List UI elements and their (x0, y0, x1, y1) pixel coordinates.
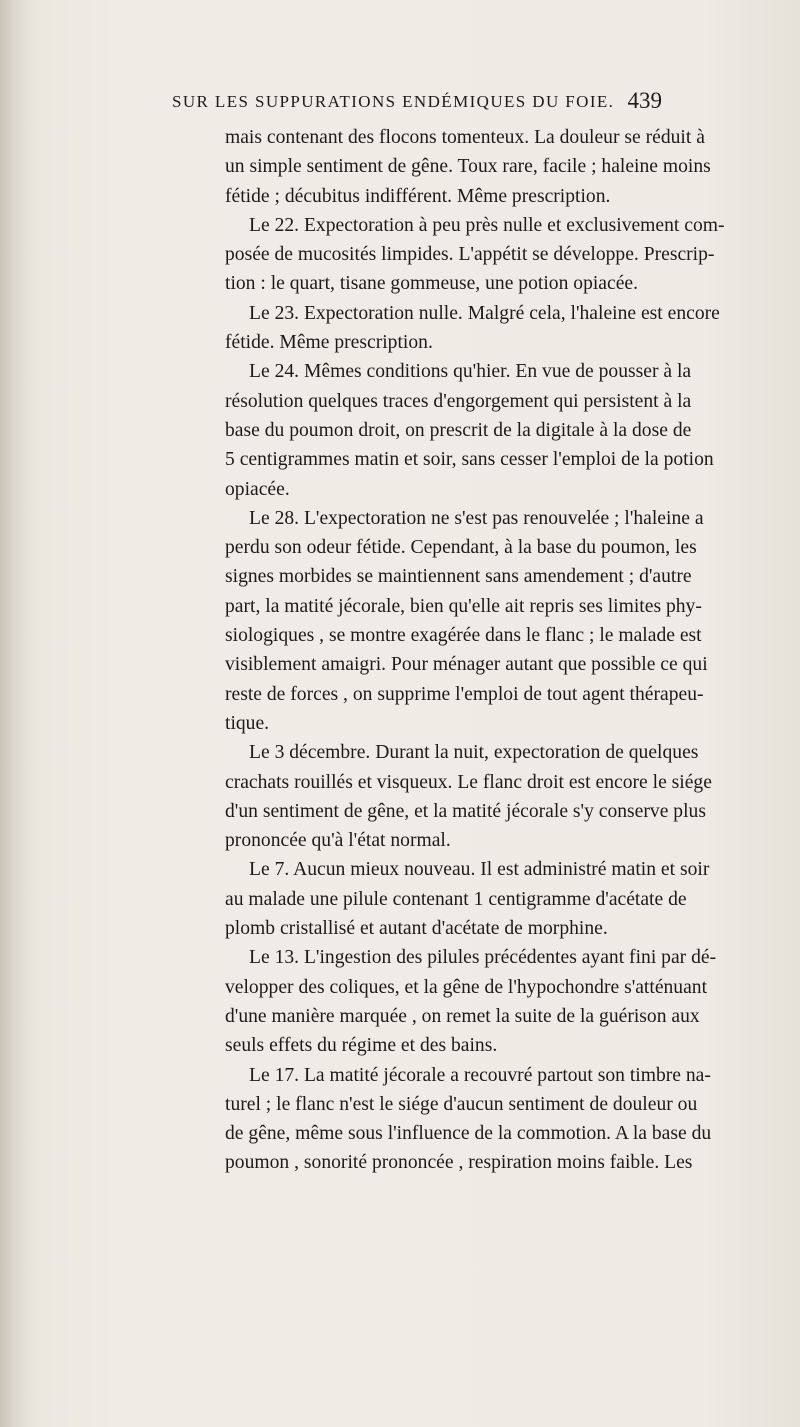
text-line: part, la matité jécorale, bien qu'elle ait repris ses limites phy- (225, 595, 702, 617)
text-line: tique. (225, 712, 270, 734)
text-line: Le 3 décembre. Durant la nuit, expectoration de quelques (249, 742, 699, 764)
text-line: poumon , sonorité prononcée , respiration moins faible. Les (225, 1152, 693, 1174)
text-line: fétide ; décubitus indifférent. Même prescription. (225, 185, 611, 207)
text-line: plomb cristallisé et autant d'acétate de morphine. (225, 918, 608, 940)
text-line: Le 13. L'ingestion des pilules précédentes ayant fini par dé- (249, 947, 717, 969)
binding-shadow (0, 0, 26, 1427)
text-line: au malade une pilule contenant 1 centigramme d'acétate de (225, 888, 687, 910)
text-line: signes morbides se maintiennent sans amendement ; d'autre (225, 566, 692, 588)
text-line: Le 22. Expectoration à peu près nulle et exclusivement com- (249, 214, 725, 236)
text-line: 5 centigrammes matin et soir, sans cesser l'emploi de la potion (225, 449, 714, 471)
text-line: seuls effets du régime et des bains. (225, 1035, 498, 1057)
text-line: mais contenant des flocons tomenteux. La douleur se réduit à (225, 127, 705, 148)
text-line: Le 23. Expectoration nulle. Malgré cela, l'haleine est encore (249, 302, 720, 324)
text-line: Le 28. L'expectoration ne s'est pas renouvelée ; l'haleine a (249, 507, 704, 529)
text-line: prononcée qu'à l'état normal. (225, 830, 451, 852)
text-line: un simple sentiment de gêne. Toux rare, facile ; haleine moins (225, 156, 711, 178)
text-line: tion : le quart, tisane gommeuse, une potion opiacée. (225, 273, 638, 295)
page-header (172, 88, 662, 118)
text-line: d'un sentiment de gêne, et la matité jécorale s'y conserve plus (225, 800, 706, 822)
text-line: visiblement amaigri. Pour ménager autant que possible ce qui (225, 654, 708, 676)
text-line: crachats rouillés et visqueux. Le flanc droit est encore le siége (225, 771, 712, 793)
running-title: SUR LES SUPPURATIONS ENDÉMIQUES DU FOIE. (172, 92, 615, 111)
text-line: turel ; le flanc n'est le siége d'aucun sentiment de douleur ou (225, 1093, 698, 1115)
text-line: Le 7. Aucun mieux nouveau. Il est administré matin et soir (249, 859, 710, 881)
text-line: de gêne, même sous l'influence de la commotion. A la base du (225, 1123, 712, 1145)
text-line: base du poumon droit, on prescrit de la digitale à la dose de (225, 419, 692, 441)
page-number: 439 (627, 88, 662, 113)
text-line: perdu son odeur fétide. Cependant, à la base du poumon, les (225, 537, 697, 559)
text-line: reste de forces , on supprime l'emploi de tout agent thérapeu- (225, 683, 704, 705)
text-line: opiacée. (225, 478, 290, 500)
text-line: Le 24. Mêmes conditions qu'hier. En vue de pousser à la (249, 361, 692, 383)
text-line: velopper des coliques, et la gêne de l'hypochondre s'atténuant (225, 976, 708, 998)
text-line: Le 17. La matité jécorale a recouvré partout son timbre na- (249, 1064, 711, 1086)
body-text (225, 123, 725, 1178)
text-line: résolution quelques traces d'engorgement qui persistent à la (225, 390, 692, 412)
text-line: siologiques , se montre exagérée dans le flanc ; le malade est (225, 625, 702, 647)
text-line: d'une manière marquée , on remet la suite de la guérison aux (225, 1005, 700, 1027)
text-line: fétide. Même prescription. (225, 332, 433, 354)
text-line: posée de mucosités limpides. L'appétit se développe. Prescrip- (225, 244, 715, 266)
